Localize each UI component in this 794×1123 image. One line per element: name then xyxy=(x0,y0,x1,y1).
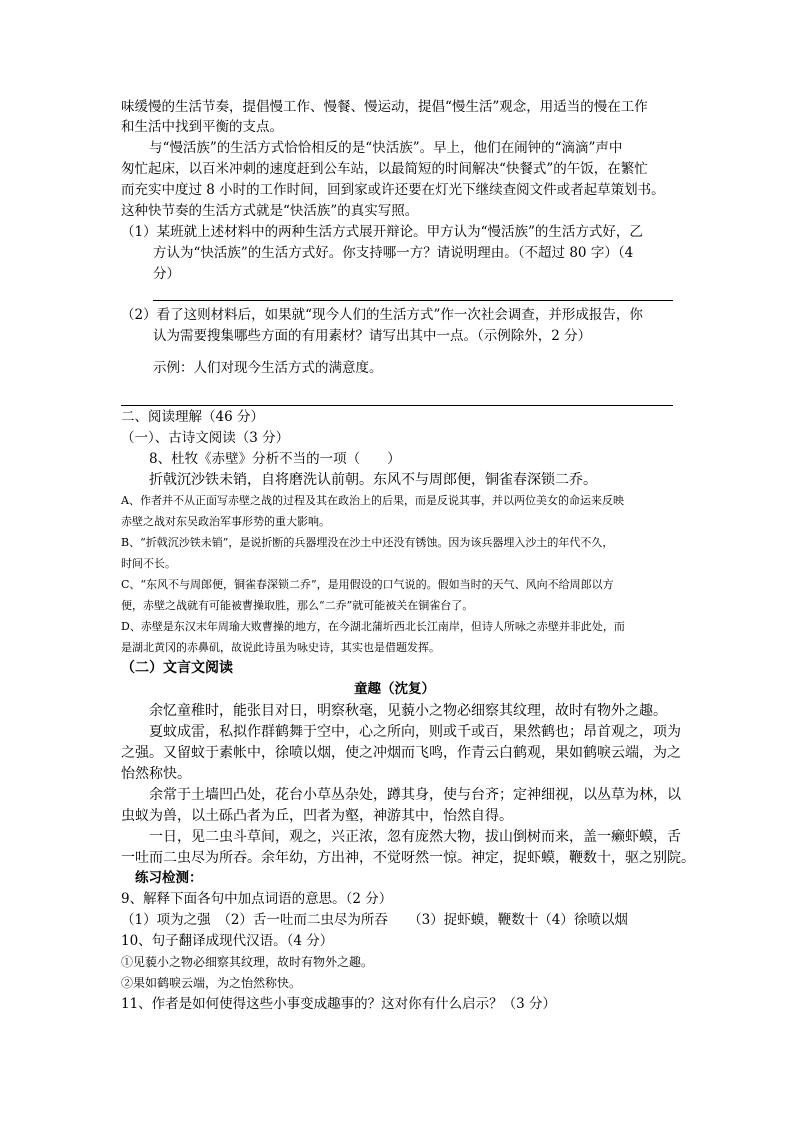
passage-line-4: 怡然称快。 xyxy=(121,766,191,782)
intro-line-3: 与“慢活族”的生活方式恰恰相反的是“快活族”。早上，他们在闹钟的“滴滴”声中 xyxy=(149,140,623,156)
option-b-line-2: 时间不长。 xyxy=(121,557,176,570)
q10-item-2: ②果如鹤唳云端，为之怡然称快。 xyxy=(121,976,302,990)
q1-line-3: 分） xyxy=(153,266,180,282)
q9-items: （1）项为之强 （2）舌一吐而二虫尽为所吞 （3）捉虾蟆，鞭数十（4）徐喷以烟 xyxy=(121,912,628,928)
q11-stem: 11、作者是如何使得这些小事变成趣事的？这对你有什么启示？（3 分） xyxy=(121,996,557,1012)
q2-example: 示例：人们对现今生活方式的满意度。 xyxy=(153,360,383,376)
option-a-line-2: 赤壁之战对东吴政治军事形势的重大影响。 xyxy=(121,515,330,528)
section2-sub1: （一）、古诗文阅读（3 分） xyxy=(121,430,290,446)
passage-line-8: 一吐而二虫尽为所吞。余年幼，方出神，不觉呀然一惊。神定，捉虾蟆，鞭数十，驱之别院。 xyxy=(121,850,695,866)
option-a-line-1: A、作者并不从正面写赤壁之战的过程及其在政治上的后果，而是反说其事，并以两位美女的命运来反映 xyxy=(121,494,624,507)
option-c-line-2: 便，赤壁之战就有可能被曹操取胜，那么“二乔”就可能被关在铜雀台了。 xyxy=(121,599,474,612)
q1-line-1: （1）某班就上述材料中的两种生活方式展开辩论。甲方认为“慢活族”的生活方式好，乙 xyxy=(121,224,643,240)
passage-line-1: 余忆童稚时，能张目对日，明察秋毫，见藐小之物必细察其纹理，故时有物外之趣。 xyxy=(149,703,667,719)
option-c-line-1: C、“东风不与周郎便，铜雀春深锁二乔”，是用假设的口气说的。假如当时的天气、风向不给周郎以方 xyxy=(121,578,614,591)
option-d-line-2: 是湖北黄冈的赤鼻矶，故说此诗虽为咏史诗，其实也是借题发挥。 xyxy=(121,641,440,654)
q10-item-1: ①见藐小之物必细察其纹理，故时有物外之趣。 xyxy=(121,955,374,969)
q2-answer-line xyxy=(121,405,673,406)
option-b-line-1: B、“折戟沉沙铁未销”，是说折断的兵器埋没在沙土中还没有锈蚀。因为该兵器埋入沙土的年代不久， xyxy=(121,536,614,549)
passage-line-6: 虫蚁为兽，以土砾凸者为丘，凹者为壑，神游其中，怡然自得。 xyxy=(121,808,513,824)
q1-answer-line xyxy=(153,300,673,301)
q2-line-2: 认为需要搜集哪些方面的有用素材？请写出其中一点。（示例除外，2 分） xyxy=(153,328,592,344)
intro-line-5: 而充实中度过 8 小时的工作时间，回到家或许还要在灯光下继续查阅文件或者起草策划书。 xyxy=(121,182,665,198)
q8-stem: 8、杜牧《赤壁》分析不当的一项（ ） xyxy=(149,451,401,467)
exercise-title: 练习检测： xyxy=(135,870,203,886)
passage-title: 童趣（沈复） xyxy=(354,681,435,697)
q9-stem: 9、解释下面各句中加点词语的意思。（2 分） xyxy=(121,891,393,907)
section2-sub2: （二）文言文阅读 xyxy=(121,660,233,676)
passage-line-7: 一日，见二虫斗草间，观之，兴正浓，忽有庞然大物，拔山倒树而来，盖一癞虾蟆，舌 xyxy=(149,829,681,845)
q2-line-1: （2）看了这则材料后，如果就“现今人们的生活方式”作一次社会调查，并形成报告，你 xyxy=(121,307,643,323)
passage-line-2: 夏蚊成雷，私拟作群鹤舞于空中，心之所向，则或千或百，果然鹤也；昂首观之，项为 xyxy=(149,724,681,740)
q1-line-2: 方认为“快活族”的生活方式好。你支持哪一方？请说明理由。（不超过 80 字）（4 xyxy=(153,245,634,261)
intro-line-2: 和生活中找到平衡的支点。 xyxy=(121,119,283,135)
intro-line-1: 味缓慢的生活节奏，提倡慢工作、慢餐、慢运动，提倡“慢生活”观念，用适当的慢在工作 xyxy=(121,99,648,115)
option-d-line-1: D、赤壁是东汉末年周瑜大败曹操的地方，在今湖北蒲圻西北长江南岸，但诗人所咏之赤壁并非此处，而 xyxy=(121,620,625,633)
intro-line-6: 这种快节奏的生活方式就是“快活族”的真实写照。 xyxy=(121,203,419,219)
passage-line-3: 之强。又留蚊于素帐中，徐喷以烟，使之冲烟而飞鸣，作青云白鹤观，果如鹤唳云端，为之 xyxy=(121,745,681,761)
passage-line-5: 余常于土墙凹凸处，花台小草丛杂处，蹲其身，使与台齐；定神细视，以丛草为林，以 xyxy=(149,787,681,803)
section2-title: 二、阅读理解（46 分） xyxy=(121,409,264,425)
intro-line-4: 匆忙起床，以百米冲刺的速度赶到公车站，以最简短的时间解决“快餐式”的午饭，在繁忙 xyxy=(121,161,648,177)
poem-chibi: 折戟沉沙铁未销，自将磨洗认前朝。东风不与周郎便，铜雀春深锁二乔。 xyxy=(149,472,597,488)
q10-stem: 10、句子翻译成现代汉语。（4 分） xyxy=(121,933,334,949)
